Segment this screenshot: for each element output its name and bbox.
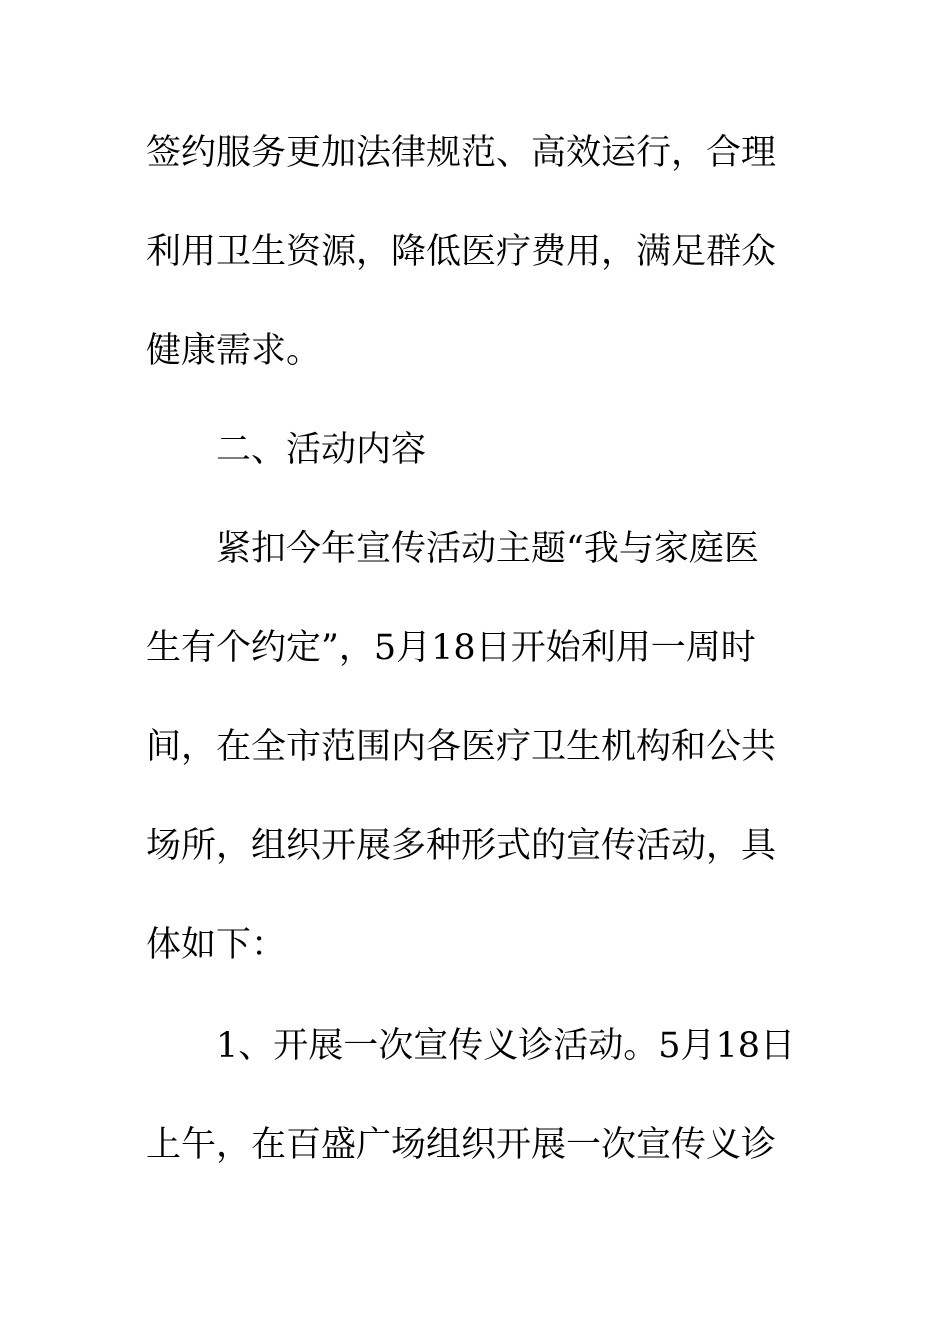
- body-text-line: 体如下：: [146, 925, 287, 965]
- body-text-line: 场所，组织开展多种形式的宣传活动，具: [146, 826, 777, 866]
- body-text-line: 健康需求。: [146, 331, 322, 371]
- body-text-line: 生有个约定”，5月18日开始利用一周时: [146, 628, 756, 668]
- list-item-line: 1、开展一次宣传义诊活动。5月18日: [216, 1026, 796, 1066]
- body-text-line: 上午，在百盛广场组织开展一次宣传义诊: [146, 1125, 777, 1165]
- body-text-line: 签约服务更加法律规范、高效运行，合理: [146, 133, 777, 173]
- body-text-line: 紧扣今年宣传活动主题“我与家庭医: [216, 529, 759, 569]
- body-text-line: 利用卫生资源，降低医疗费用，满足群众: [146, 232, 777, 272]
- body-text-line: 间，在全市范围内各医疗卫生机构和公共: [146, 727, 777, 767]
- section-heading: 二、活动内容: [216, 430, 427, 470]
